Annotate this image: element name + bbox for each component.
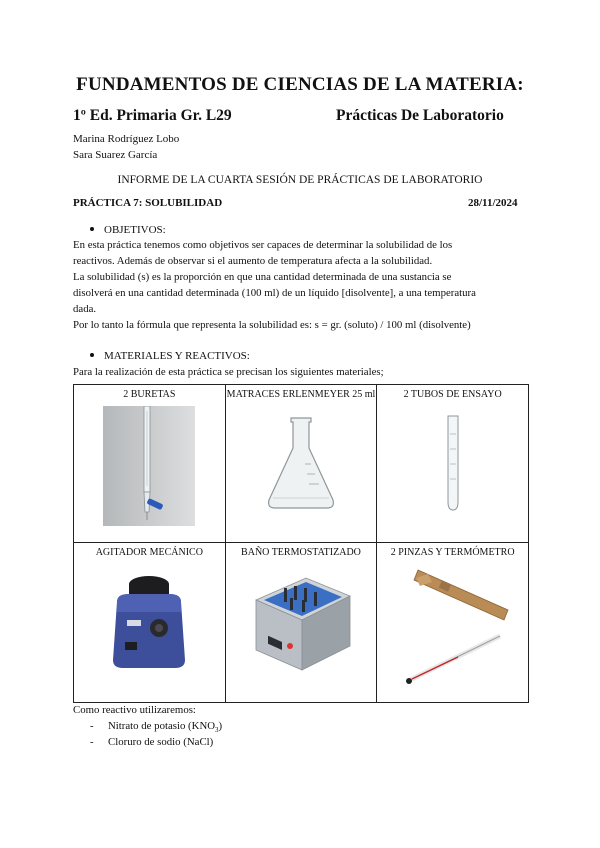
objectives-line: La solubilidad (s) es la proporción en que una cantidad determinada de una sustancia se — [73, 271, 452, 283]
material-label: 2 TUBOS DE ENSAYO — [403, 389, 502, 400]
author-1: Marina Rodríguez Lobo — [73, 133, 180, 145]
material-cell-pinzas — [377, 543, 529, 703]
material-cell-tubos — [377, 385, 529, 543]
objectives-heading: OBJETIVOS: — [90, 224, 166, 236]
document-title: FUNDAMENTOS DE CIENCIAS DE LA MATERIA: — [76, 74, 524, 95]
material-cell-bano — [225, 543, 377, 703]
material-label: 2 PINZAS Y TERMÓMETRO — [390, 547, 515, 558]
thermometer-icon — [406, 636, 500, 684]
reagent-item: - Cloruro de sodio (NaCl) — [90, 736, 214, 748]
bullet-icon — [90, 353, 94, 357]
materials-heading: MATERIALES Y REACTIVOS: — [90, 350, 250, 362]
clamp-thermometer-icon — [388, 560, 518, 690]
author-2: Sara Suarez García — [73, 149, 158, 161]
objectives-line: reactivos. Además de observar si el aumento de temperatura afecta a la solubilidad. — [73, 255, 433, 267]
vortex-mixer-icon — [99, 572, 199, 682]
objectives-line: En esta práctica tenemos como objetivos ser capaces de determinar la solubilidad de los — [73, 239, 453, 251]
materials-intro: Para la realización de esta práctica se precisan los siguientes materiales; — [73, 366, 384, 378]
material-label: BAÑO TERMOSTATIZADO — [241, 547, 361, 558]
material-cell-agitador — [74, 543, 226, 703]
thermostatic-bath-icon — [246, 570, 356, 680]
reagents-intro: Como reactivo utilizaremos: — [73, 704, 196, 716]
material-label: AGITADOR MECÁNICO — [95, 547, 203, 558]
reagent-item: - Nitrato de potasio $(KNO_3)$ — [90, 720, 223, 735]
practice-date: 28/11/2024 — [468, 197, 518, 209]
subject-label: Prácticas De Laboratorio — [336, 107, 504, 124]
burette-icon — [103, 406, 195, 526]
material-label: 2 BURETAS — [123, 389, 176, 400]
material-cell-matraces — [225, 385, 377, 543]
test-tube-icon — [438, 414, 468, 514]
objectives-line: disolverá en una cantidad determinada (100 ml) de un líquido [disolvente], a una temperatura — [73, 287, 476, 299]
formula-line: Por lo tanto la fórmula que representa la solubilidad es: s = gr. (soluto) / 100 ml (disolvente) — [73, 319, 471, 331]
erlenmeyer-flask-icon — [261, 414, 341, 514]
materials-table — [73, 384, 529, 703]
bullet-icon — [90, 227, 94, 231]
material-label: MATRACES ERLENMEYER 25 ml — [226, 389, 376, 400]
wooden-clamp-icon — [414, 570, 508, 620]
material-cell-buretas — [74, 385, 226, 543]
practice-label: PRÁCTICA 7: SOLUBILIDAD — [73, 197, 223, 209]
course-label: 1º Ed. Primaria Gr. L29 — [73, 107, 232, 124]
report-heading: INFORME DE LA CUARTA SESIÓN DE PRÁCTICAS DE LABORATORIO — [117, 174, 483, 186]
objectives-line: dada. — [73, 303, 97, 315]
